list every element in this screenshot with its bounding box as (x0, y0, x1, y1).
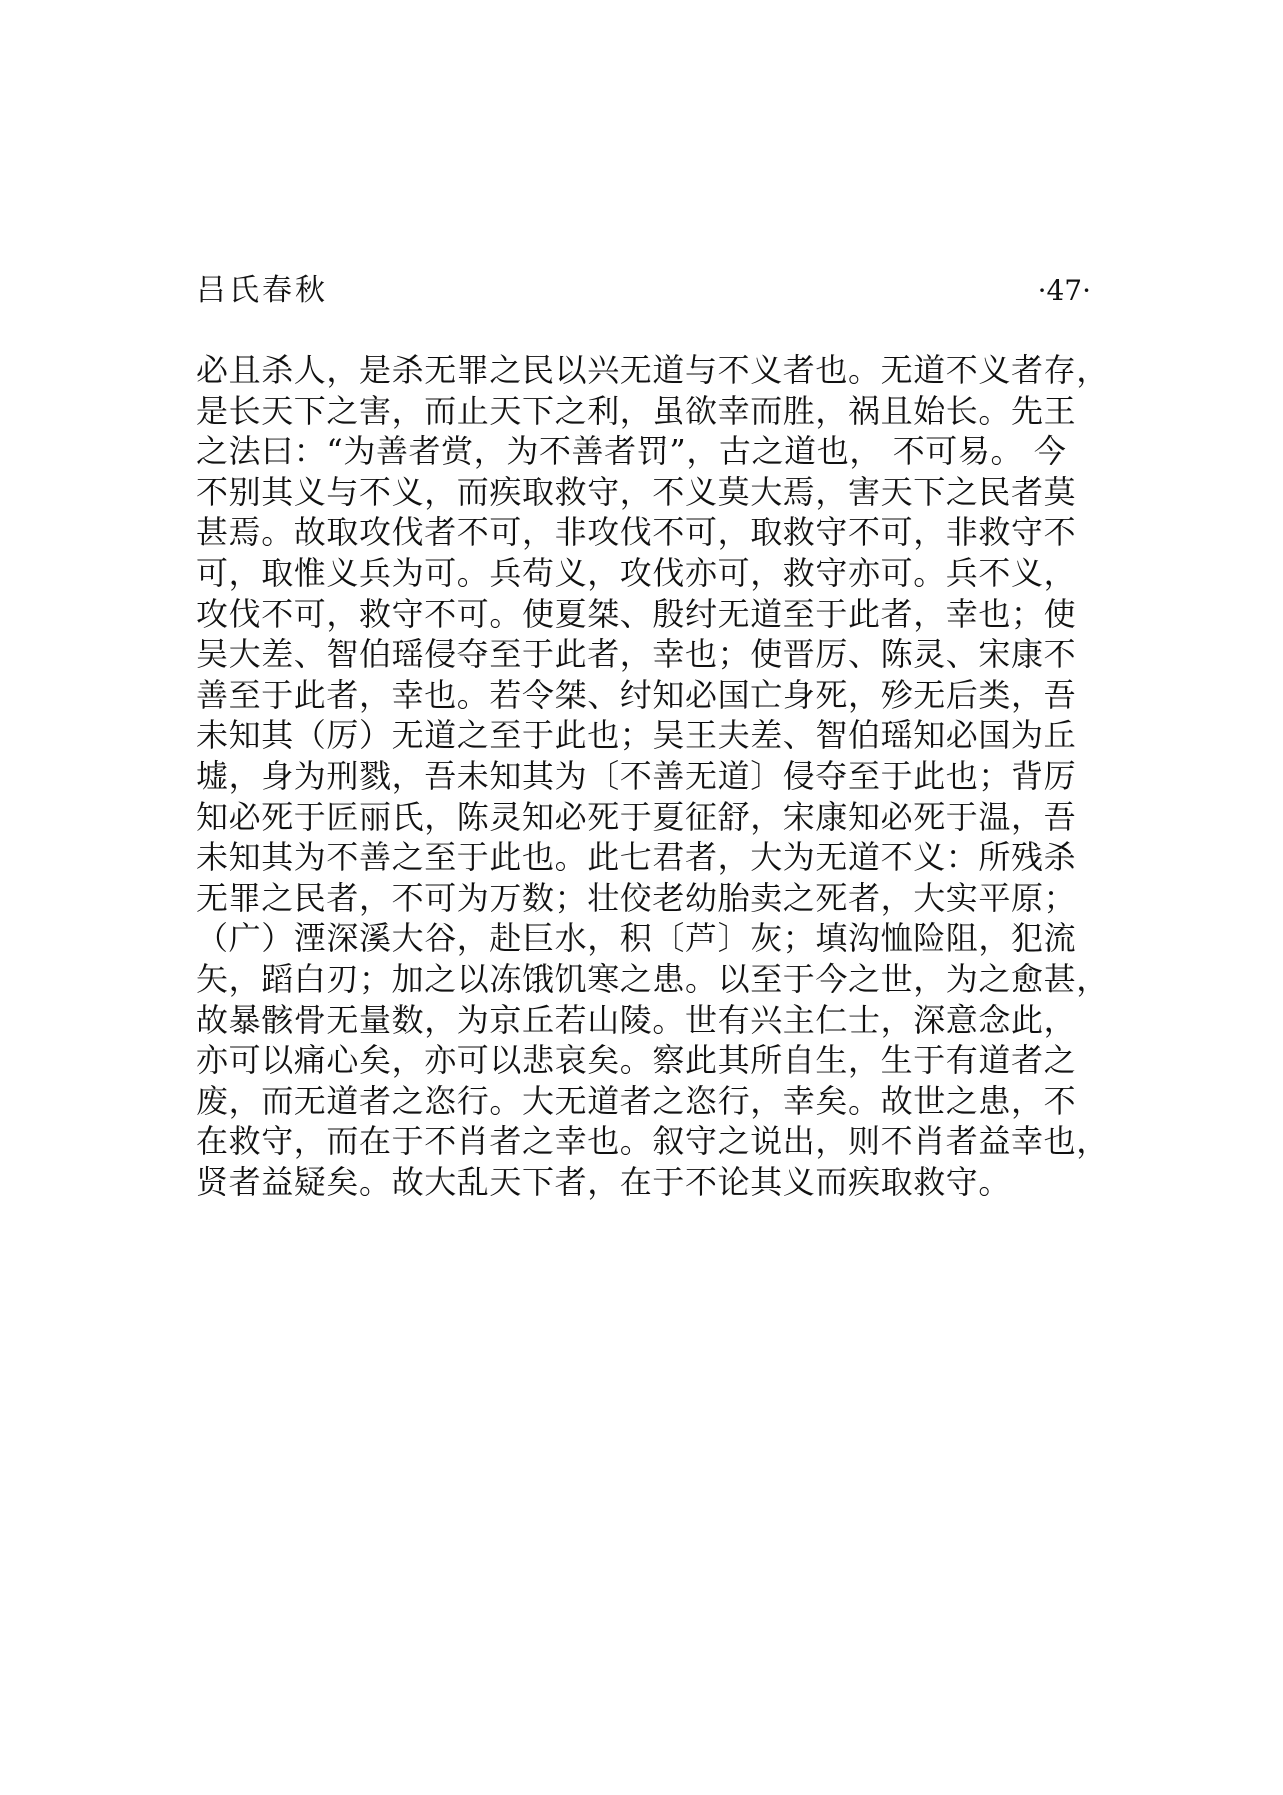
text-line: 无罪之民者，不可为万数；壮佼老幼胎卖之死者，大实平原； (196, 878, 1077, 917)
text-line: 善至于此者，幸也。若令桀、纣知必国亡身死，殄无后类，吾 (196, 675, 1077, 714)
text-line: （广）湮深溪大谷，赴巨水，积〔芦〕灰；填沟恤险阻，犯流 (196, 919, 1077, 958)
text-line: 知必死于匠丽氏，陈灵知必死于夏征舒，宋康知必死于温，吾 (196, 797, 1077, 836)
text-line: 矢，蹈白刃；加之以冻饿饥寒之患。以至于今之世，为之愈甚， (196, 959, 1109, 998)
text-line: 吴大差、智伯瑶侵夺至于此者，幸也；使晋厉、陈灵、宋康不 (196, 635, 1077, 674)
text-line: 甚焉。故取攻伐者不可，非攻伐不可，取救守不可，非救守不 (196, 513, 1077, 552)
text-line: 未知其（厉）无道之至于此也；吴王夫差、智伯瑶知必国为丘 (196, 716, 1077, 755)
page-number: ·47· (1037, 274, 1091, 307)
text-line: 必且杀人，是杀无罪之民以兴无道与不义者也。无道不义者存， (196, 351, 1109, 389)
text-line: 在救守，而在于不肖者之幸也。叙守之说出，则不肖者益幸也， (196, 1122, 1109, 1161)
text-line: 贤者益疑矣。故大乱天下者，在于不论其义而疾取救守。 (196, 1162, 1012, 1201)
text-line: 亦可以痛心矣，亦可以悲哀矣。察此其所自生，生于有道者之 (196, 1041, 1077, 1080)
text-line: 故暴骸骨无量数，为京丘若山陵。世有兴主仁士，深意念此， (196, 1000, 1077, 1039)
text-line: 可，取惟义兵为可。兵苟义，攻伐亦可，救守亦可。兵不义， (196, 553, 1077, 592)
text-line: 未知其为不善之至于此也。此七君者，大为无道不义：所残杀 (196, 838, 1077, 877)
body-text (196, 350, 1116, 1202)
text-line: 墟，身为刑戮，吾未知其为〔不善无道〕侵夺至于此也；背厉 (196, 756, 1077, 795)
running-header (196, 270, 1091, 312)
text-line: 是长天下之害，而止天下之利，虽欲幸而胜，祸且始长。先王 (196, 391, 1077, 430)
text-line: 废，而无道者之恣行。大无道者之恣行，幸矣。故世之患，不 (196, 1081, 1077, 1120)
text-line: 之法曰：“为善者赏，为不善者罚”，古之道也， 不可易。 今 (196, 432, 1067, 471)
book-title: 吕氏春秋 (196, 273, 328, 308)
text-line: 攻伐不可，救守不可。使夏桀、殷纣无道至于此者，幸也；使 (196, 594, 1077, 633)
text-line: 不别其义与不义，而疾取救守，不义莫大焉，害天下之民者莫 (196, 472, 1077, 511)
